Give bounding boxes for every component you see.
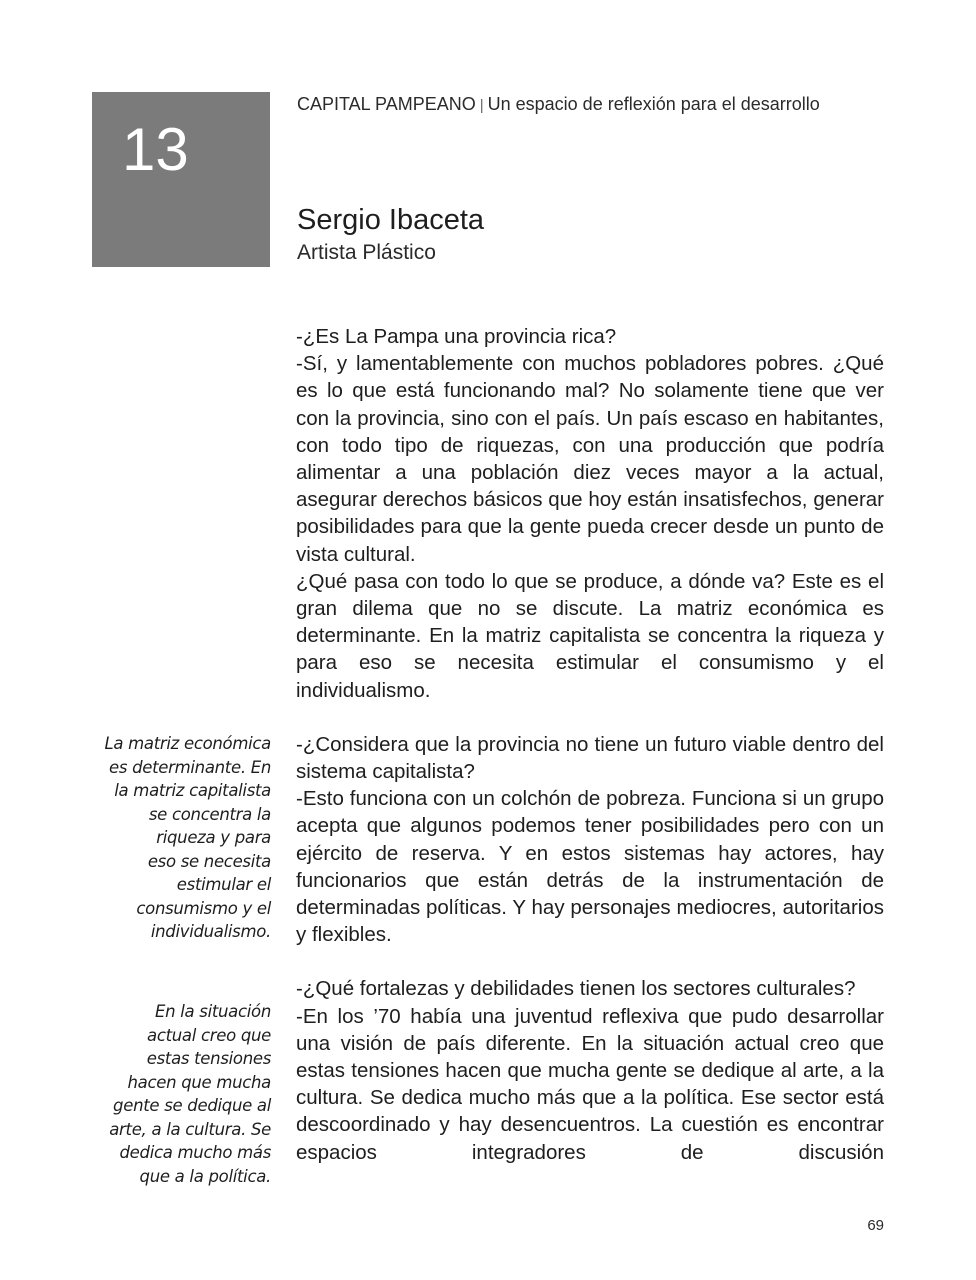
pull-quote-line: arte, a la cultura. Se	[109, 1119, 271, 1139]
pull-quote-line: consumismo y el	[136, 898, 271, 918]
pull-quote-line: eso se necesita	[147, 851, 271, 871]
question-paragraph: -¿Considera que la provincia no tiene un futuro viable dentro del sistema capitalista?	[296, 732, 884, 784]
question-paragraph: -¿Es La Pampa una provincia rica?	[296, 325, 617, 348]
pull-quote-line: es determinante. En	[109, 757, 271, 777]
author-name: Sergio Ibaceta	[297, 204, 485, 236]
pull-quote-line: se concentra la	[148, 804, 271, 824]
pull-quote-line: En la situación	[155, 1002, 271, 1021]
page-number: 69	[867, 1217, 884, 1234]
pull-quote-line: dedica mucho más	[119, 1143, 271, 1162]
pull-quote-line: actual creo que	[147, 1025, 271, 1045]
pull-quote-line: gente se dedique al	[113, 1096, 271, 1115]
pull-quote-line: individualismo.	[150, 922, 271, 941]
pull-quote	[80, 732, 271, 944]
pull-quote-line: que a la política.	[139, 1166, 271, 1186]
pull-quote-line: estas tensiones	[146, 1049, 271, 1068]
running-head	[297, 94, 820, 115]
pull-quote-line: La matriz económica	[104, 734, 271, 753]
answer-paragraph: -Sí, y lamentablemente con muchos pobladores pobres. ¿Qué es lo que está funcionando mal? No solamente tiene que ver con la provincia, sino con el país. Un país escaso en habitantes, con todo tipo de riquezas, con una producción que podría alimentar a una población diez veces mayor a la actual, asegurar derechos básicos que hoy están insatisfechos, generar posibilidades para que la gente pueda crecer desde un punto de vista cultural.	[296, 352, 884, 566]
answer-paragraph: -En los ’70 había una juventud reflexiva que pudo desarrollar una visión de país diferente. En la situación actual creo que estas tensiones hacen que mucha gente se dedique al arte, a la cultura. Se dedica mucho más que a la política. Ese sector está descoordinado y hay desencuentros. La cuestión es encontrar espacios integradores de discusión	[296, 1004, 884, 1164]
question-paragraph: -¿Qué fortalezas y debilidades tienen los sectores culturales?	[296, 977, 856, 1001]
running-head-subtitle: Un espacio de reflexión para el desarrollo	[487, 94, 820, 114]
pull-quote	[80, 1000, 271, 1188]
chapter-number: 13	[122, 116, 189, 183]
running-head-title: CAPITAL PAMPEANO	[297, 94, 476, 114]
pull-quote-line: riqueza y para	[156, 828, 271, 847]
paragraph-gap	[296, 704, 884, 731]
answer-paragraph: ¿Qué pasa con todo lo que se produce, a dónde va? Este es el gran dilema que no se discute. La matriz económica es determinante. En la matriz capitalista se concentra la riqueza y para eso se necesita estimular el consumismo y el individualismo.	[296, 569, 884, 702]
chapter-number-box	[92, 92, 270, 267]
pull-quote-line: estimular el	[176, 875, 271, 894]
interview-body	[296, 323, 884, 1166]
pull-quote-line: hacen que mucha	[127, 1072, 271, 1092]
author-role: Artista Plástico	[297, 241, 436, 264]
running-head-separator: |	[479, 97, 484, 114]
pull-quote-line: la matriz capitalista	[114, 781, 271, 800]
answer-paragraph: -Esto funciona con un colchón de pobreza. Funciona si un grupo acepta que algunos podemos tener posibilidades pero con un ejército de reserva. Y en estos sistemas hay actores, hay funcionarios que están detrás de la instrumentación de determinadas políticas. Y hay personajes mediocres, autoritarios y flexibles.	[296, 787, 884, 947]
paragraph-gap	[296, 948, 884, 975]
